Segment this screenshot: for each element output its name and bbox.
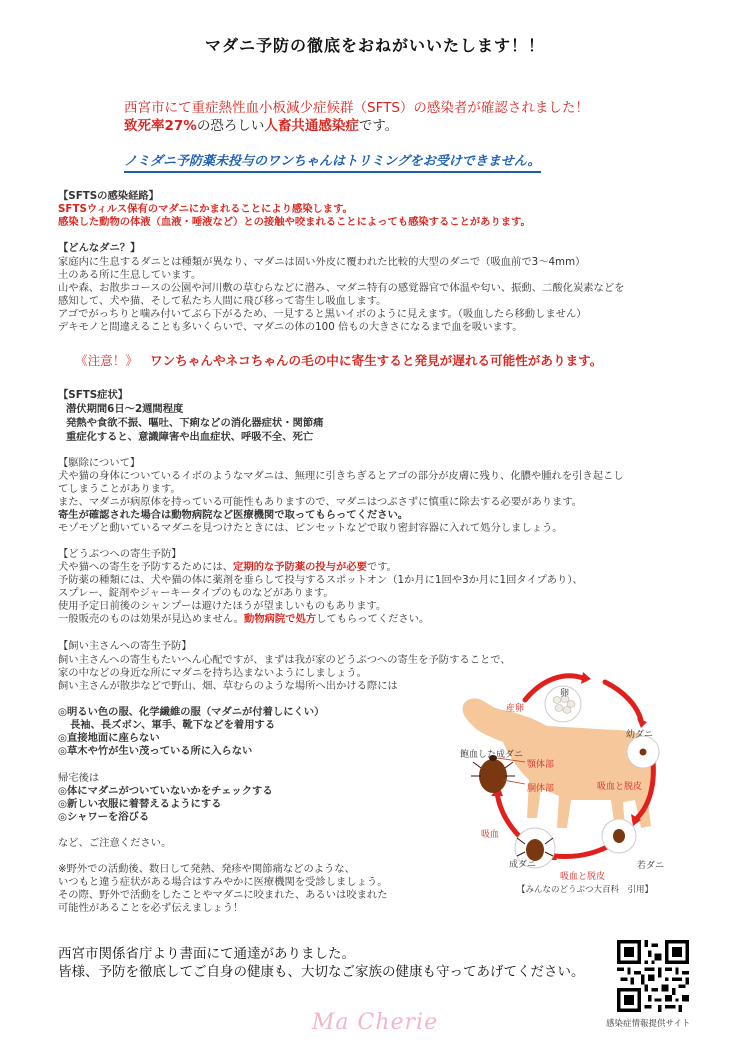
caution-notice xyxy=(75,350,602,369)
note-line: その際、野外で活動をしたことやマダニに咬まれた、あるいは咬まれた xyxy=(58,889,388,901)
ap5-red: 動物病院で処方 xyxy=(243,613,317,625)
what-line: 感知して、犬や猫、そして私たち人間に飛び移って寄生し吸血します。 xyxy=(58,295,387,307)
symptom-line: 発熱や食欲不振、嘔吐、下痢などの消化器症状・関節痛 xyxy=(66,417,324,429)
symptom-line: 潜伏期間6日～2週間程度 xyxy=(66,403,184,415)
footer-line-2: 皆様、予防を徹底してご自身の健康も、大切なご家族の健康も守ってあげてください。 xyxy=(58,964,585,980)
owner-bullet: ◎明るい色の服、化学繊維の服（マダニが付着しにくい） xyxy=(58,706,325,718)
note-line: いつもと違う症状がある場合はすみやかに医療機関を受診しましょう。 xyxy=(58,876,388,888)
tick-lifecycle-diagram xyxy=(455,668,685,883)
animal-prevention-line: 予防薬の種類には、犬や猫の体に薬剤を垂らして投与するスポットオン（1か月に1回や3か月に1回タイプあり）、 xyxy=(58,574,583,586)
label-adult: 成ダニ xyxy=(509,860,537,870)
removal-line: 犬や猫の身体についているイボのようなマダニは、無理に引きちぎるとアゴの部分が皮膚に残り、化膿や腫れを引き起こし xyxy=(58,470,624,482)
qr-code[interactable] xyxy=(617,940,689,1012)
caution-mark: 《注意！》 xyxy=(75,353,138,368)
label-engorged: 飽血した成ダニ xyxy=(460,750,524,760)
removal-heading: 【駆除について】 xyxy=(58,457,141,469)
ap-red: 定期的な予防薬の投与が必要 xyxy=(233,561,367,573)
removal-line: てしまうことがあります。 xyxy=(58,483,181,495)
caution-text: ワンちゃんやネコちゃんの毛の中に寄生すると発見が遅れる可能性があります。 xyxy=(149,353,603,368)
fatality-prefix: 致死率 xyxy=(124,118,165,134)
return-heading: 帰宅後は xyxy=(58,772,100,784)
owner-bullet: ◎草木や竹が生い茂っている所に入らない xyxy=(58,745,253,757)
route-line-1: SFTSウィルス保有のマダニにかまれることにより感染します。 xyxy=(58,203,353,215)
note-line: ※野外での活動後、数日して発熱、発疹や関節痛などのような、 xyxy=(58,863,355,875)
what-line: 土のある所に生息しています。 xyxy=(58,269,202,281)
footer-line-1: 西宮市関係省庁より書面にて通達がありました。 xyxy=(58,946,355,962)
removal-line: モゾモゾと動いているマダニを見つけたときには、ピンセットなどで取り密封容器に入れて処分しましょう。 xyxy=(58,522,563,534)
owner-prevention-heading: 【飼い主さんへの寄生予防】 xyxy=(58,640,192,652)
what-line: アゴでがっちりと噛み付いてぶら下がるため、一見すると黒いイボのように見えます。（吸血したら移動しません） xyxy=(58,308,587,320)
animal-prevention-line-1 xyxy=(58,561,397,574)
animal-prevention-line: 使用予定日前後のシャンプーは避けたほうが望ましいものもあります。 xyxy=(58,600,387,612)
note-line: 可能性があることを必ず伝えましょう！ xyxy=(58,902,244,914)
label-nymph: 若ダニ xyxy=(637,861,665,871)
page-title: マダニ予防の徹底をおねがいいたします！！ xyxy=(204,36,545,55)
ap-suffix: です。 xyxy=(366,561,397,573)
fatality-suffix: です。 xyxy=(358,118,399,134)
label-feeding: 吸血 xyxy=(481,830,500,840)
symptoms-heading: 【SFTS症状】 xyxy=(58,389,129,401)
label-blood-molt-2: 吸血と脱皮 xyxy=(560,872,606,882)
return-bullet: ◎シャワーを浴びる xyxy=(58,811,150,823)
cycle-arrow xyxy=(605,682,641,720)
label-blood-molt-1: 吸血と脱皮 xyxy=(597,782,643,792)
owner-bullet: 長袖、長ズボン、軍手、靴下などを着用する xyxy=(70,719,276,731)
fatality-disease: 人畜共通感染症 xyxy=(264,118,359,134)
ap5-prefix: 一般販売のものは効果が見込めません。 xyxy=(58,613,244,625)
qr-caption: 感染症情報提供サイト xyxy=(606,1019,691,1029)
what-heading: 【どんなダニ？】 xyxy=(58,242,141,254)
return-bullet: ◎新しい衣服に着替えるようにする xyxy=(58,798,222,810)
return-closing: など、ご注意ください。 xyxy=(58,837,172,849)
symptom-line: 重症化すると、意識障害や出血症状、呼吸不全、死亡 xyxy=(66,431,314,443)
label-egg: 卵 xyxy=(560,689,570,699)
owner-bullet: ◎直接地面に座らない xyxy=(58,732,160,744)
removal-line: また、マダニが病原体を持っている可能性もありますので、マダニはつぶさずに慎重に除去する必要があります。 xyxy=(58,496,583,508)
lead-announcement: 西宮市にて重症熱性血小板減少症候群（SFTS）の感染者が確認されました！ xyxy=(124,100,589,116)
animal-prevention-line: スプレー、錠剤やジャーキータイプのものなどがあります。 xyxy=(58,587,334,599)
what-line: 家庭内に生息するダニとは種類が異なり、マダニは固い外皮に覆われた比較的大型のダニで（吸血前で3～4mm） xyxy=(58,256,586,268)
label-larva: 幼ダニ xyxy=(626,730,654,740)
lead-fatality xyxy=(124,114,398,134)
label-capitulum: 顎体部 xyxy=(527,760,555,770)
signature-logo: Ma Cherie xyxy=(311,1010,439,1035)
label-idiosoma: 胴体部 xyxy=(527,784,555,794)
cycle-arrow xyxy=(497,792,521,838)
diagram-credit: 【みんなのどうぶつ大百科 引用】 xyxy=(517,885,654,895)
owner-prevention-line: 飼い主さんが散歩などで野山、畑、草むらのような場所へ出かける際には xyxy=(58,680,398,692)
ap5-suffix: してもらってください。 xyxy=(316,613,430,625)
cycle-arrow xyxy=(555,844,613,857)
animal-prevention-heading: 【どうぶつへの寄生予防】 xyxy=(58,548,182,560)
removal-line-hospital: 寄生が確認された場合は動物病院など医療機関で取ってもらってください。 xyxy=(58,509,409,521)
fatality-rate: 27% xyxy=(164,118,197,134)
what-line: 山や森、お散歩コースの公園や河川敷の草むらなどに潜み、マダニ特有の感覚器官で体温や匂い、振動、二酸化炭素などを xyxy=(58,282,625,294)
label-laying: 産卵 xyxy=(506,704,525,714)
animal-prevention-line-5 xyxy=(58,613,429,626)
what-line: デキモノと間違えることも多いくらいで、マダニの体の100 倍もの大きさになるまで血を吸います。 xyxy=(58,321,523,333)
fatality-mid: の恐ろしい xyxy=(196,118,265,134)
return-bullet: ◎体にマダニがついていないかをチェックする xyxy=(58,785,273,797)
ap-prefix: 犬や猫への寄生を予防するためには、 xyxy=(58,561,234,573)
owner-prevention-line: 家の中などの身近な所にマダニを持ち込まないようにしましょう。 xyxy=(58,667,367,679)
route-line-2: 感染した動物の体液（血液・唾液など）との接触や咬まれることによっても感染することがあります。 xyxy=(58,216,531,228)
route-heading: 【SFTSの感染経路】 xyxy=(58,190,159,202)
owner-prevention-line: 飼い主さんへの寄生もたいへん心配ですが、まずは我が家のどうぶつへの寄生を予防することで、 xyxy=(58,654,511,666)
trimming-notice: ノミダニ予防薬未投与のワンちゃんはトリミングをお受けできません。 xyxy=(124,150,541,173)
